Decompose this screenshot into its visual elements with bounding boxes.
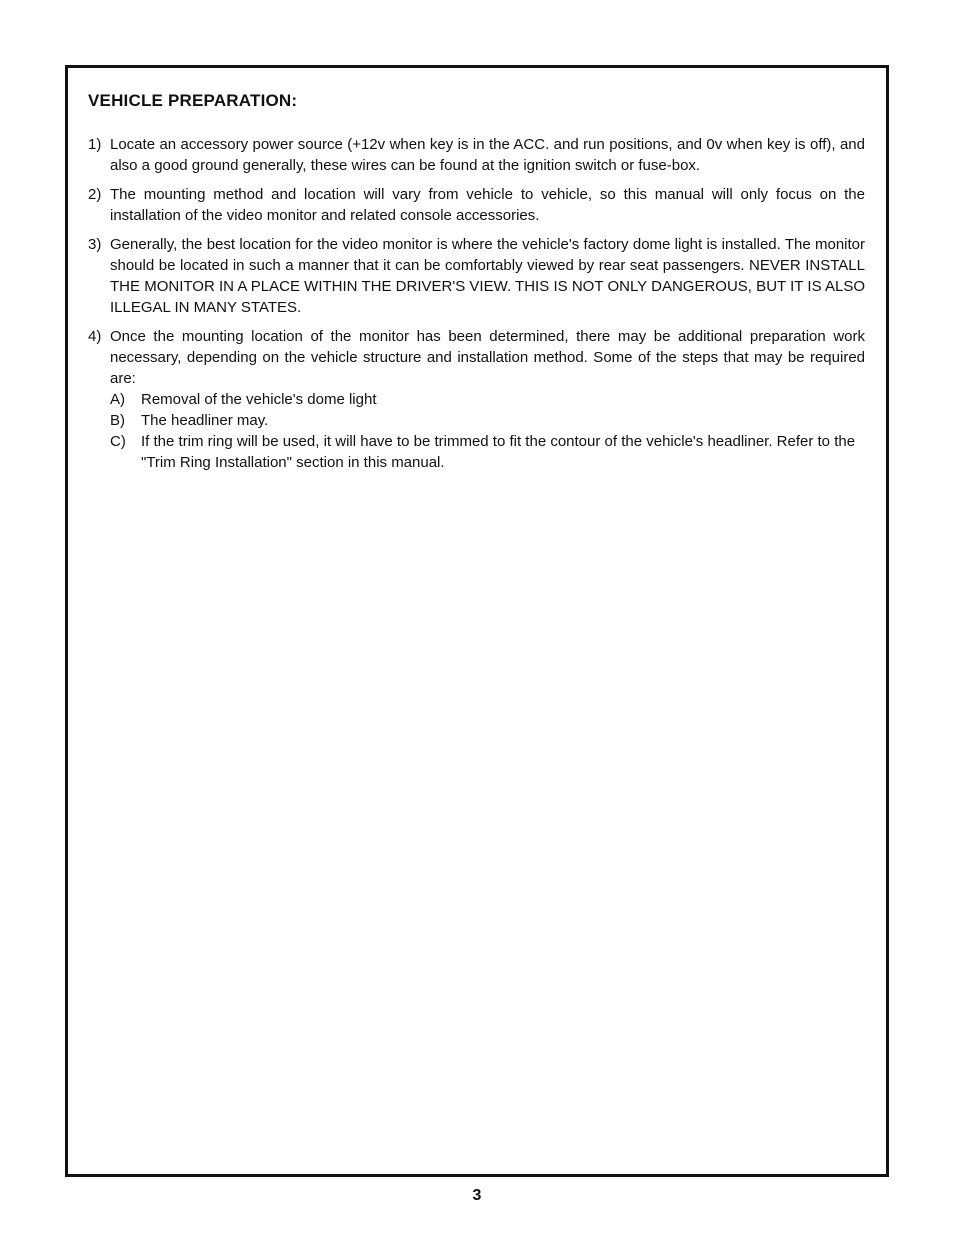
page-frame xyxy=(65,65,889,1177)
step-number: 3) xyxy=(88,236,102,253)
step-item xyxy=(88,326,865,473)
sub-steps-list xyxy=(110,389,865,473)
step-number: 2) xyxy=(88,186,102,203)
steps-list xyxy=(88,134,865,473)
page-content xyxy=(88,90,865,481)
step-number: 1) xyxy=(88,136,102,153)
sub-step-item xyxy=(110,431,865,473)
step-number: 4) xyxy=(88,328,102,345)
page-number: 3 xyxy=(472,1187,482,1204)
section-title: VEHICLE PREPARATION: xyxy=(88,91,298,110)
sub-step-text: Removal of the vehicle's dome light xyxy=(141,391,377,408)
sub-step-letter: C) xyxy=(110,433,126,450)
step-text: Locate an accessory power source (+12v when key is in the ACC. and run positions, and 0v when key is off), and also a good ground generally, these wires can be found at the ignition switch or fuse-box. xyxy=(110,136,865,174)
sub-step-text: If the trim ring will be used, it will have to be trimmed to fit the contour of the vehicle's headliner. Refer to the "Trim Ring Installation" section in this manual. xyxy=(141,433,856,471)
sub-step-letter: A) xyxy=(110,391,125,408)
sub-step-letter: B) xyxy=(110,412,125,429)
step-text: Once the mounting location of the monitor has been determined, there may be additional preparation work necessary, depending on the vehicle structure and installation method. Some of the steps that may be required are: xyxy=(110,328,865,387)
sub-step-item xyxy=(110,410,865,431)
step-item xyxy=(88,234,865,318)
step-item xyxy=(88,184,865,226)
sub-step-item xyxy=(110,389,865,410)
step-item xyxy=(88,134,865,176)
step-text: Generally, the best location for the video monitor is where the vehicle's factory dome light is installed. The monitor should be located in such a manner that it can be comfortably viewed by rear seat passengers. NEVER INSTALL THE MONITOR IN A PLACE WITHIN THE DRIVER'S VIEW. THIS IS NOT ONLY DANGEROUS, BUT IT IS ALSO ILLEGAL IN MANY STATES. xyxy=(110,236,865,316)
sub-step-text: The headliner may. xyxy=(141,412,269,429)
step-text: The mounting method and location will vary from vehicle to vehicle, so this manual will only focus on the installation of the video monitor and related console accessories. xyxy=(110,186,865,224)
